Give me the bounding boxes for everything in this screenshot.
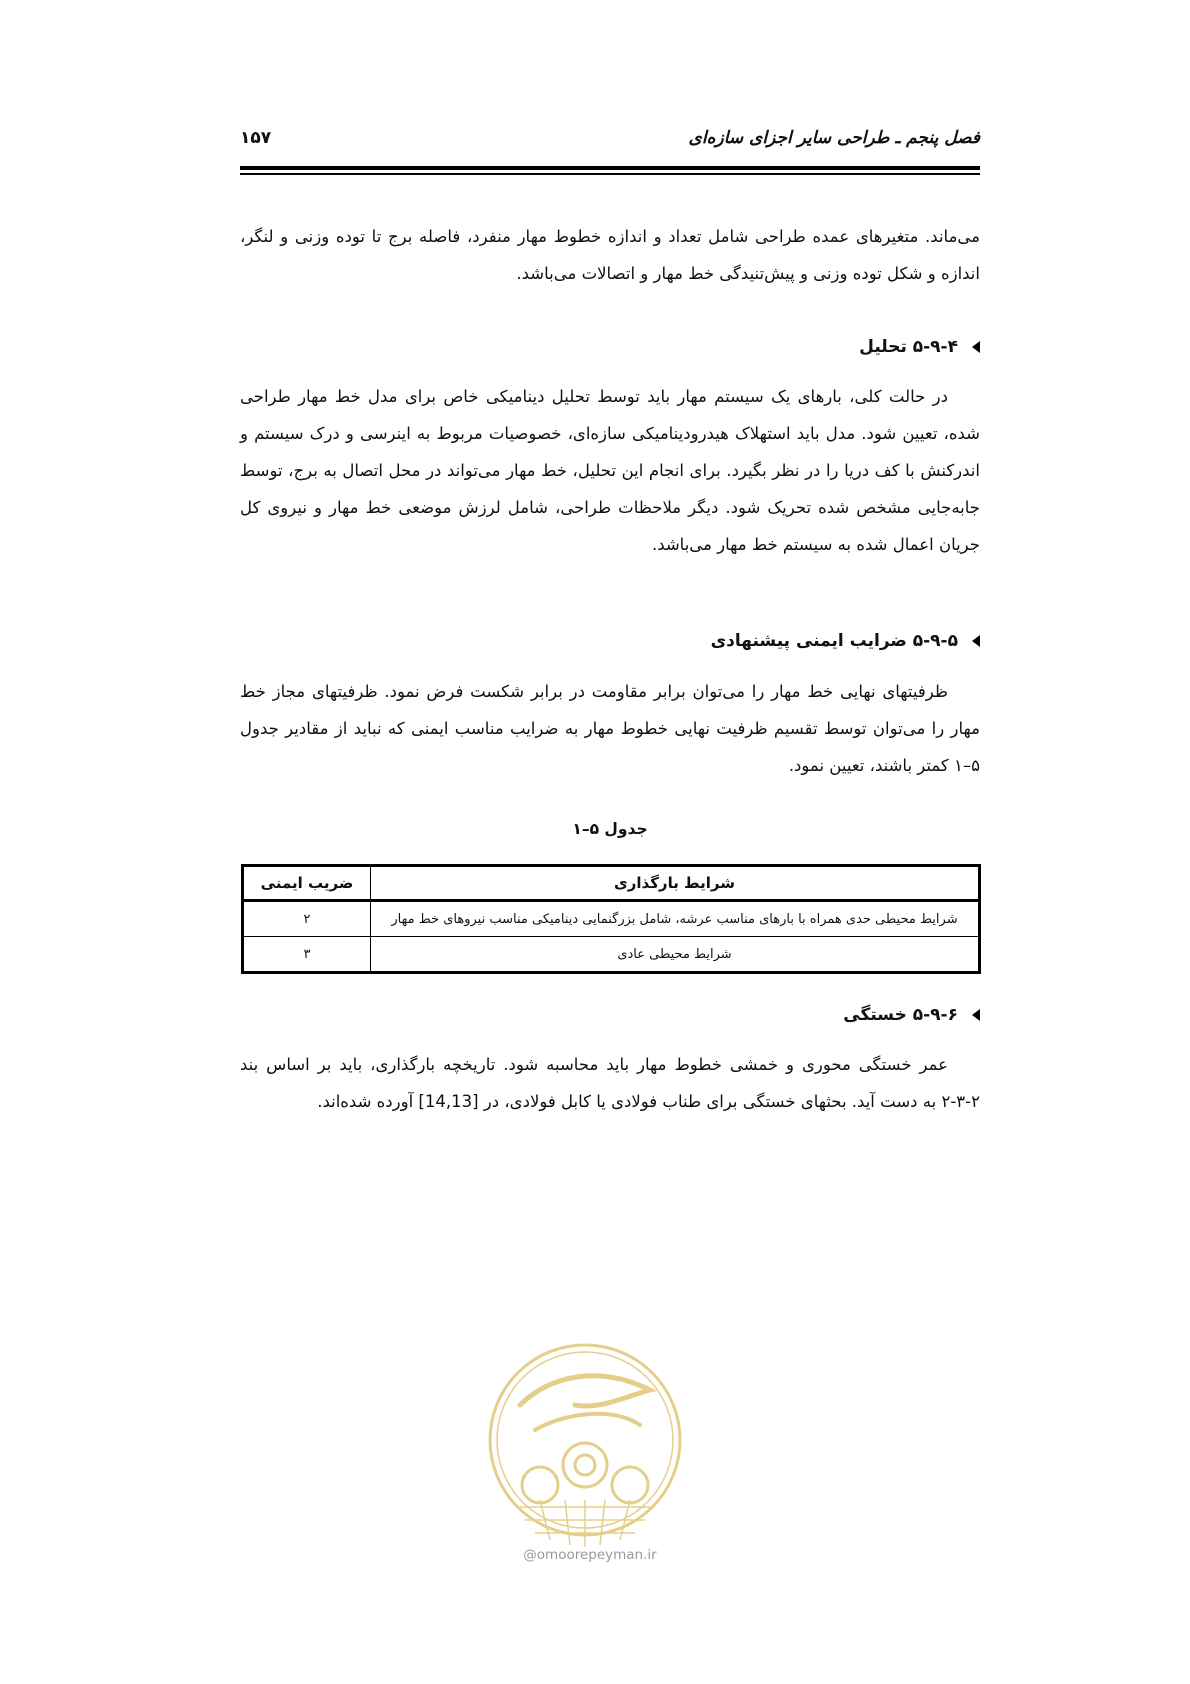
- header-rule-thick: [240, 166, 980, 170]
- table-header-row: [243, 866, 980, 901]
- table-cell-factor: ۲: [243, 901, 371, 937]
- table-cell-condition: شرایط محیطی عادی: [371, 937, 980, 973]
- section-heading-text: ۵-۹-۵ ضرایب ایمنی پیشنهادی: [710, 631, 958, 651]
- table-caption: جدول ۵–۱: [572, 820, 648, 838]
- section-heading-fatigue: [240, 1000, 980, 1030]
- table-header-safety-factor: ضریب ایمنی: [243, 866, 371, 901]
- intro-paragraph: می‌ماند. متغیرهای عمده طراحی شامل تعداد و اندازه خطوط مهار منفرد، فاصله برج تا توده وزنی و لنگر، اندازه و شکل توده وزنی و پیش‌تنیدگی خط مهار و اتصالات می‌باشد.: [240, 227, 980, 283]
- triangle-bullet-icon: [972, 341, 980, 353]
- table-row: [243, 901, 980, 937]
- section-heading-safety-factors: [240, 626, 980, 656]
- page-number: ۱۵۷: [240, 128, 272, 148]
- triangle-bullet-icon: [972, 635, 980, 647]
- table-row: [243, 937, 980, 973]
- triangle-bullet-icon: [972, 1009, 980, 1021]
- watermark-url: @omoorepeyman.ir: [523, 1547, 657, 1563]
- table-header-loading-conditions: شرایط بارگذاری: [371, 866, 980, 901]
- section-paragraph-safety-factors: ظرفیتهای نهایی خط مهار را می‌توان برابر مقاومت در برابر شکست فرض نمود. ظرفیتهای مجاز خط مهار را می‌توان توسط تقسیم ظرفیت نهایی خطوط مهار به ضرایب مناسب ایمنی که نباید از مقادیر جدول ۵–۱ کمتر باشند، تعیین نمود.: [240, 682, 980, 775]
- header-rule-thin: [240, 173, 980, 175]
- section-paragraph-fatigue: عمر خستگی محوری و خمشی خطوط مهار باید محاسبه شود. تاریخچه بارگذاری، باید بر اساس بند ۲-۳-۲ به دست آید. بحثهای خستگی برای طناب فولادی یا کابل فولادی، در [14,13] آورده شده‌اند.: [240, 1055, 980, 1111]
- section-heading-text: ۵-۹-۴ تحلیل: [859, 337, 958, 357]
- table-cell-factor: ۳: [243, 937, 371, 973]
- running-head: [240, 128, 980, 162]
- chapter-title: فصل پنجم ـ طراحی سایر اجزای سازه‌ای: [688, 128, 980, 148]
- section-paragraph-analysis: در حالت کلی، بارهای یک سیستم مهار باید توسط تحلیل دینامیکی خاص برای مدل خط مهار طراحی شده، تعیین شود. مدل باید استهلاک هیدرودینامیکی سازه‌ای، خصوصیات مربوط به اینرسی و درک سیستم و اندرکنش با کف دریا را در نظر بگیرد. برای انجام این تحلیل، خط مهار می‌تواند در محل اتصال به برج، توسط جابه‌جایی مشخص شده تحریک شود. دیگر ملاحظات طراحی، شامل لرزش موضعی خط مهار و نیروی کل جریان اعمال شده به سیستم خط مهار می‌باشد.: [240, 387, 980, 554]
- section-heading-text: ۵-۹-۶ خستگی: [843, 1005, 958, 1025]
- section-heading-analysis: [240, 332, 980, 362]
- table-cell-condition: شرایط محیطی حدی همراه با بارهای مناسب عرشه، شامل بزرگنمایی دینامیکی مناسب نیروهای خط مهار: [371, 901, 980, 937]
- safety-factor-table: [241, 864, 981, 974]
